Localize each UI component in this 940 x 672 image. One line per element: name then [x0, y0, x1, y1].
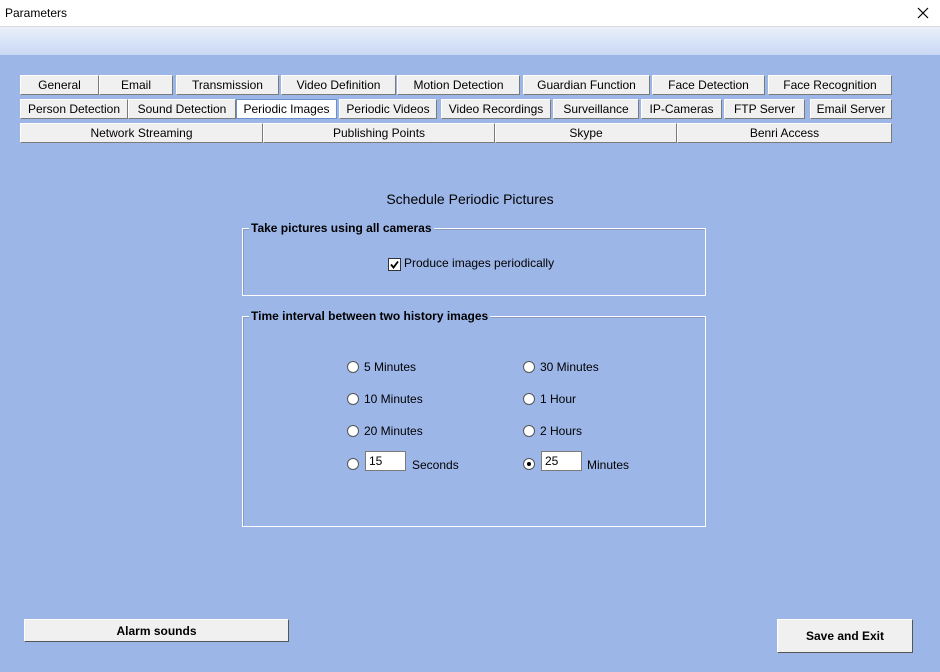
radio-2-hours[interactable]: [523, 425, 535, 437]
radio-30-minutes[interactable]: [523, 361, 535, 373]
tab-email-server[interactable]: Email Server: [810, 99, 892, 119]
capture-group-title: Take pictures using all cameras: [251, 221, 432, 235]
checkmark-icon: [389, 259, 400, 270]
close-button[interactable]: [906, 0, 940, 26]
radio-20-minutes[interactable]: [347, 425, 359, 437]
tab-periodic-images[interactable]: Periodic Images: [236, 99, 337, 119]
tab-benri-access[interactable]: Benri Access: [677, 123, 892, 143]
title-bar: [0, 0, 940, 27]
tab-periodic-videos[interactable]: Periodic Videos: [339, 99, 437, 119]
save-and-exit-button[interactable]: Save and Exit: [777, 619, 913, 653]
tab-guardian-function[interactable]: Guardian Function: [523, 75, 650, 95]
close-icon: [917, 7, 929, 19]
tab-ftp-server[interactable]: FTP Server: [724, 99, 805, 119]
seconds-input[interactable]: [365, 451, 406, 471]
label-1-hour: 1 Hour: [540, 392, 577, 406]
tab-video-recordings[interactable]: Video Recordings: [441, 99, 551, 119]
radio-custom-minutes[interactable]: [523, 458, 535, 470]
tab-motion-detection[interactable]: Motion Detection: [397, 75, 520, 95]
capture-group: [242, 221, 706, 296]
tab-video-definition[interactable]: Video Definition: [281, 75, 396, 95]
produce-images-checkbox[interactable]: [388, 258, 401, 271]
tab-general[interactable]: General: [20, 75, 99, 95]
tab-face-detection[interactable]: Face Detection: [652, 75, 765, 95]
label-20-minutes: 20 Minutes: [364, 424, 423, 438]
seconds-unit-label: Seconds: [412, 458, 459, 472]
radio-selected-dot: [527, 462, 531, 466]
tab-person-detection[interactable]: Person Detection: [20, 99, 128, 119]
produce-images-label: Produce images periodically: [404, 256, 555, 270]
interval-group: [242, 309, 706, 527]
minutes-unit-label: Minutes: [587, 458, 630, 472]
label-30-minutes: 30 Minutes: [540, 360, 599, 374]
minutes-input[interactable]: [541, 451, 582, 471]
label-5-minutes: 5 Minutes: [364, 360, 417, 374]
radio-1-hour[interactable]: [523, 393, 535, 405]
tab-sound-detection[interactable]: Sound Detection: [128, 99, 236, 119]
tab-email[interactable]: Email: [99, 75, 173, 95]
tab-face-recognition[interactable]: Face Recognition: [768, 75, 892, 95]
radio-10-minutes[interactable]: [347, 393, 359, 405]
radio-5-minutes[interactable]: [347, 361, 359, 373]
tab-ip-cameras[interactable]: IP-Cameras: [641, 99, 722, 119]
tab-skype[interactable]: Skype: [495, 123, 677, 143]
label-10-minutes: 10 Minutes: [364, 392, 423, 406]
interval-group-title: Time interval between two history images: [251, 309, 489, 323]
page-title: Schedule Periodic Pictures: [386, 191, 554, 207]
tab-surveillance[interactable]: Surveillance: [553, 99, 639, 119]
alarm-sounds-button[interactable]: Alarm sounds: [24, 619, 289, 642]
label-2-hours: 2 Hours: [540, 424, 583, 438]
tab-transmission[interactable]: Transmission: [176, 75, 279, 95]
window-title: Parameters: [5, 6, 68, 20]
header-band: [0, 27, 940, 55]
tab-publishing-points[interactable]: Publishing Points: [263, 123, 495, 143]
tab-network-streaming[interactable]: Network Streaming: [20, 123, 263, 143]
radio-custom-seconds[interactable]: [347, 458, 359, 470]
